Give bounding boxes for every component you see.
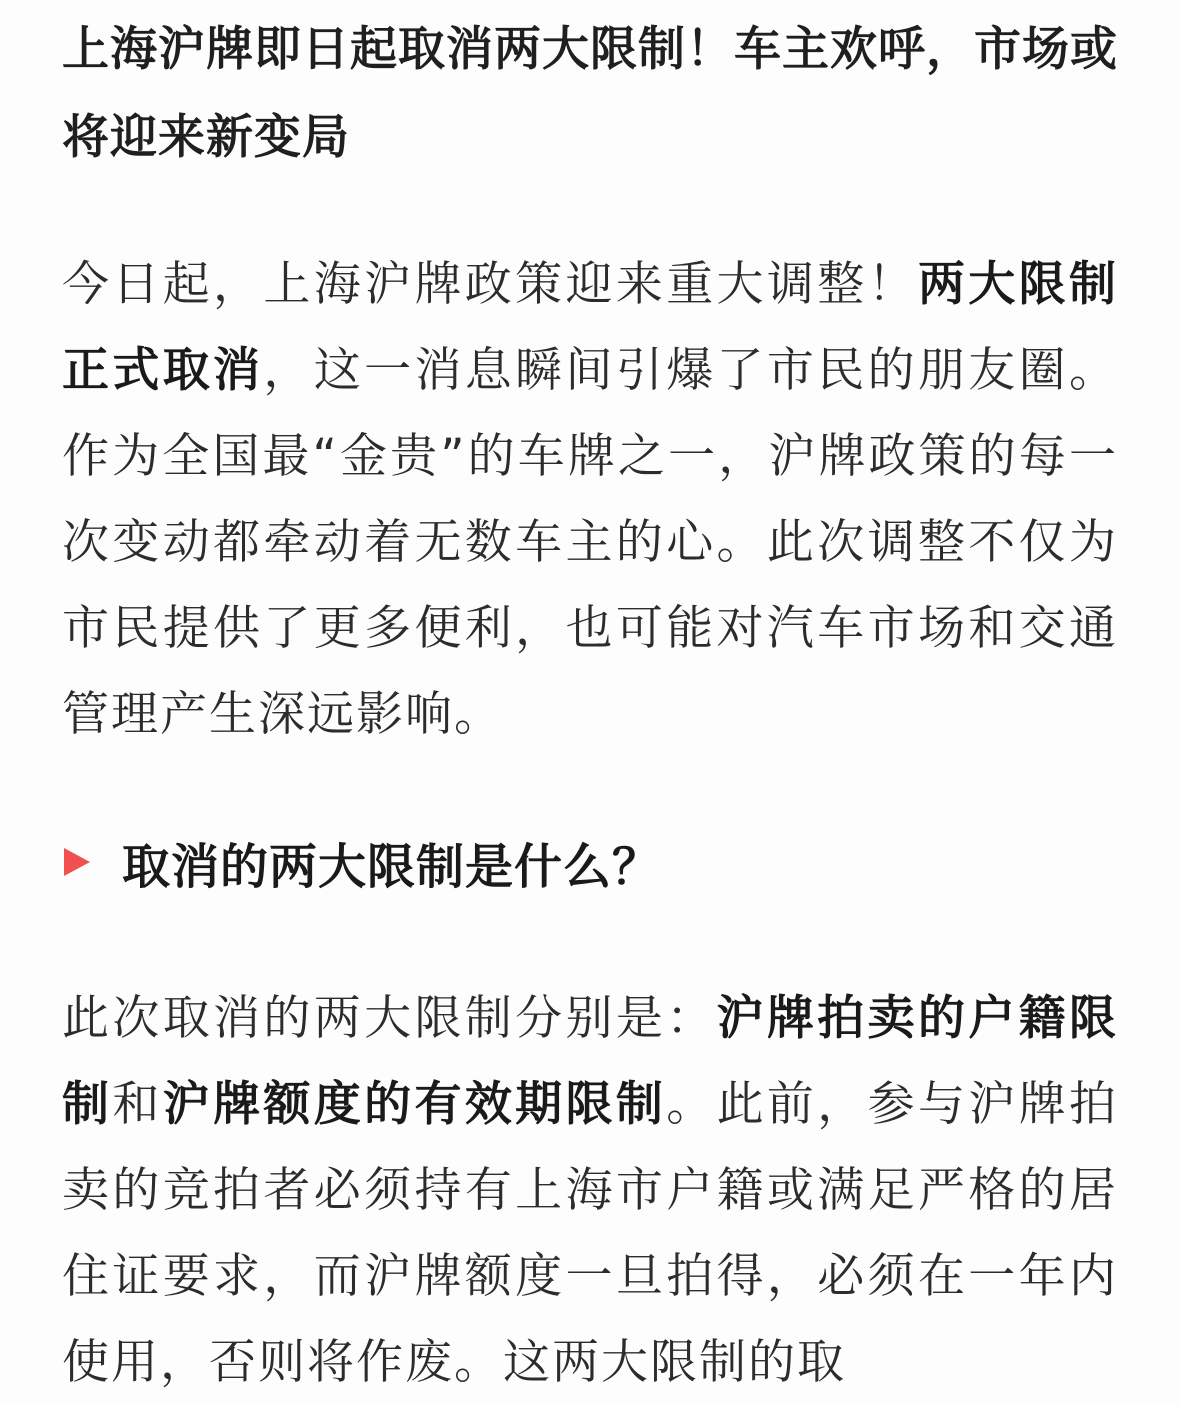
right-triangle-icon <box>64 848 90 876</box>
paragraph-restrictions-lead: 此次取消的两大限制分别是： <box>62 991 717 1046</box>
restriction-quota-validity: 沪牌额度的有效期限制 <box>162 1077 667 1132</box>
section-heading-text: 取消的两大限制是什么？ <box>122 838 662 895</box>
paragraph-intro-body: ，这一消息瞬间引爆了市民的朋友圈。作为全国最“金贵”的车牌之一，沪牌政策的每一次变动都牵动着无数车主的心。此次调整不仅为市民提供了更多便利，也可能对汽车市场和交通管理产生深远影响。 <box>62 343 1119 742</box>
paragraph-intro <box>62 242 1118 758</box>
article-title: 上海沪牌即日起取消两大限制！车主欢呼，市场或将迎来新变局 <box>62 22 1118 165</box>
restriction-household-registration: 沪牌拍卖的户籍限制 <box>62 991 1119 1132</box>
paragraph-intro-highlight: 两大限制正式取消 <box>62 257 1119 398</box>
paragraph-restrictions-body: 。此前，参与沪牌拍卖的竞拍者必须持有上海市户籍或满足严格的居住证要求，而沪牌额度一旦拍得，必须在一年内使用，否则将作废。这两大限制的取 <box>62 1077 1119 1390</box>
paragraph-intro-lead: 今日起，上海沪牌政策迎来重大调整！ <box>62 257 918 312</box>
section-heading <box>62 832 1118 895</box>
article <box>62 0 1118 1406</box>
paragraph-restrictions <box>62 976 1118 1406</box>
paragraph-restrictions-connector: 和 <box>112 1077 163 1132</box>
